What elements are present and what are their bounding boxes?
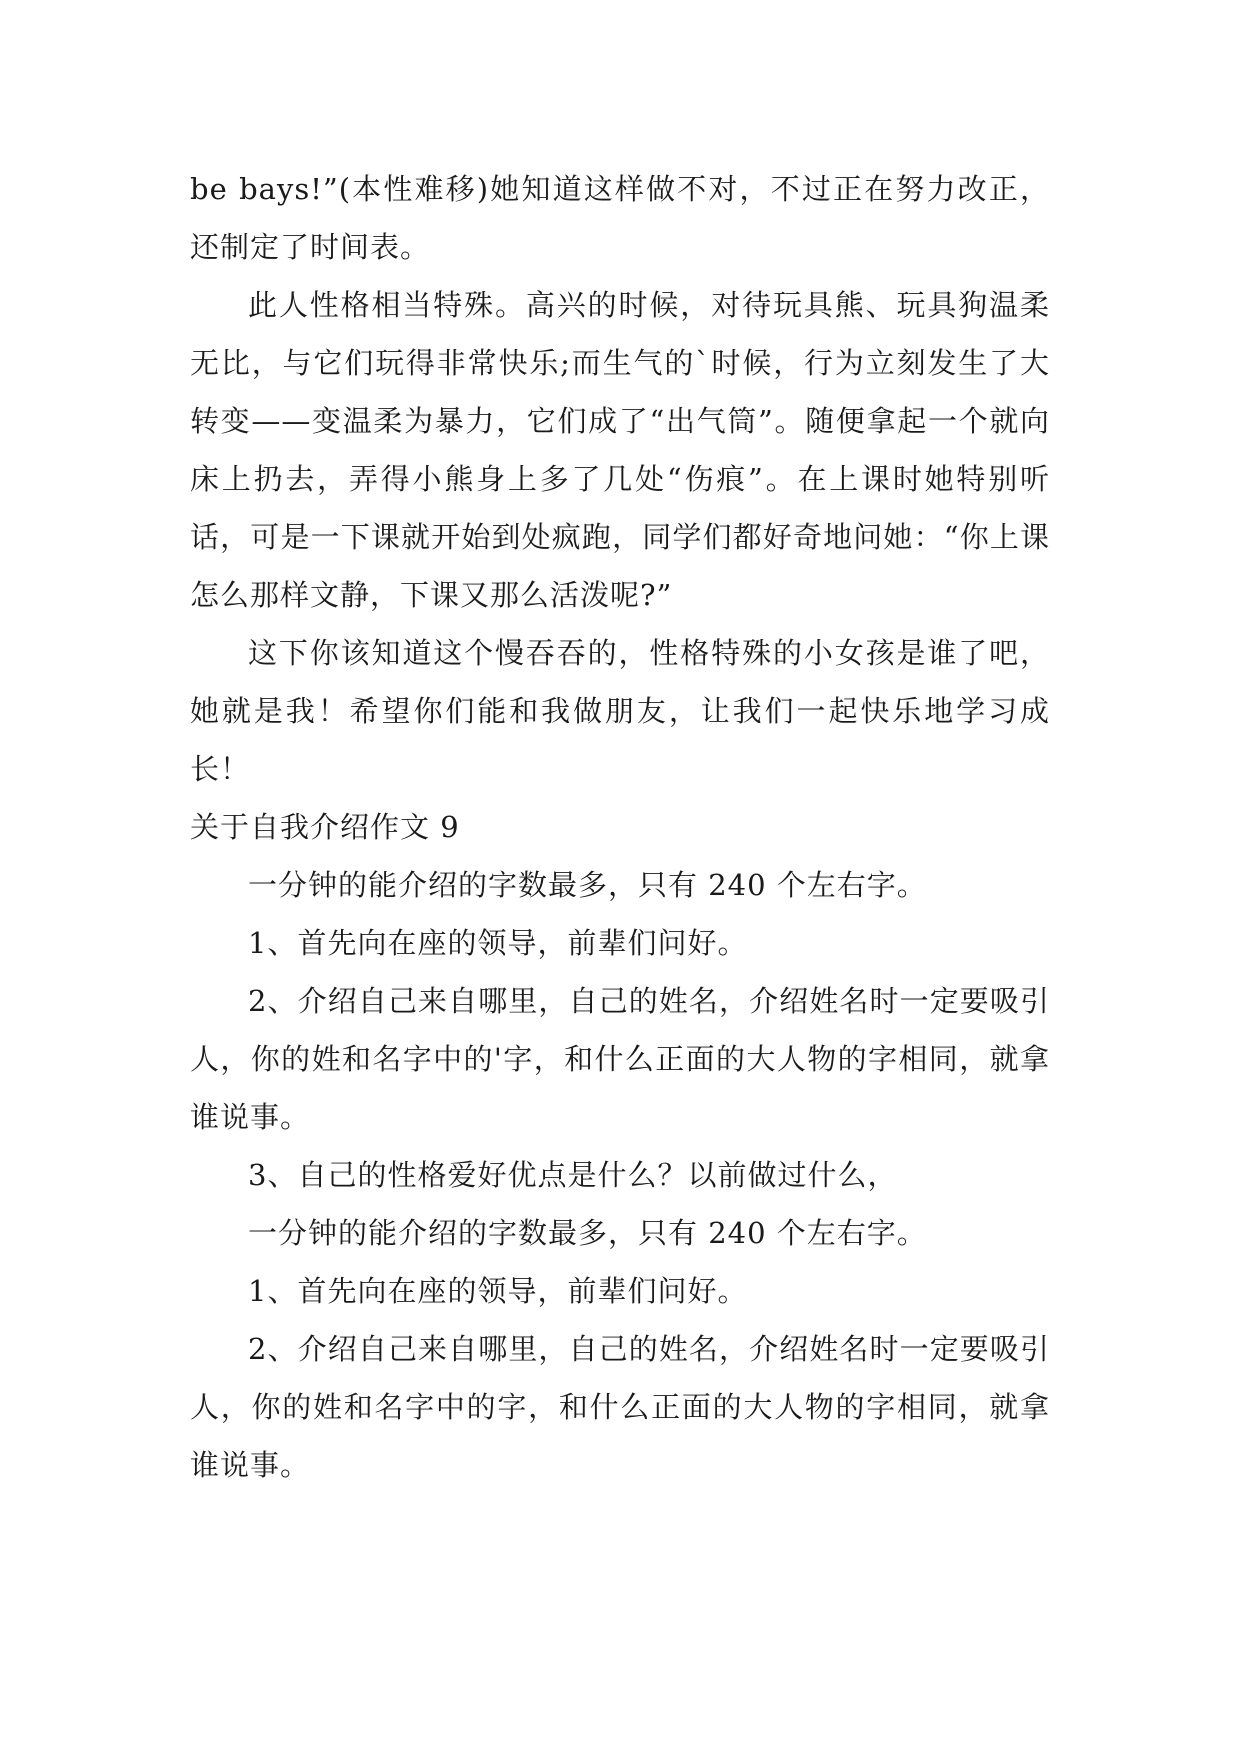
paragraph-3: 这下你该知道这个慢吞吞的，性格特殊的小女孩是谁了吧，她就是我！希望你们能和我做朋友，让我们一起快乐地学习成长！ [190, 636, 1050, 786]
section-paragraph-7: 2、介绍自己来自哪里，自己的姓名，介绍姓名时一定要吸引人，你的姓和名字中的字，和什么正面的大人物的字相同，就拿谁说事。 [190, 1332, 1050, 1482]
section-paragraph-1: 一分钟的能介绍的字数最多，只有 240 个左右字。 [248, 868, 927, 902]
document-body [190, 160, 1050, 1494]
section-heading: 关于自我介绍作文 9 [190, 810, 460, 844]
paragraph-1: be bays!”(本性难移)她知道这样做不对，不过正在努力改正，还制定了时间表。 [190, 172, 1050, 264]
section-paragraph-5: 一分钟的能介绍的字数最多，只有 240 个左右字。 [248, 1216, 927, 1250]
section-paragraph-4: 3、自己的性格爱好优点是什么？以前做过什么， [248, 1158, 898, 1192]
section-paragraph-3: 2、介绍自己来自哪里，自己的姓名，介绍姓名时一定要吸引人，你的姓和名字中的'字，和什么正面的大人物的字相同，就拿谁说事。 [190, 984, 1050, 1134]
paragraph-2: 此人性格相当特殊。高兴的时候，对待玩具熊、玩具狗温柔无比，与它们玩得非常快乐;而生气的`时候，行为立刻发生了大转变——变温柔为暴力，它们成了“出气筒”。随便拿起一个就向床上扔去，弄得小熊身上多了几处“伤痕”。在上课时她特别听话，可是一下课就开始到处疯跑，同学们都好奇地问她：“你上课怎么那样文静，下课又那么活泼呢?” [190, 288, 1050, 612]
section-paragraph-2: 1、首先向在座的领导，前辈们问好。 [248, 926, 748, 960]
section-paragraph-6: 1、首先向在座的领导，前辈们问好。 [248, 1274, 748, 1308]
